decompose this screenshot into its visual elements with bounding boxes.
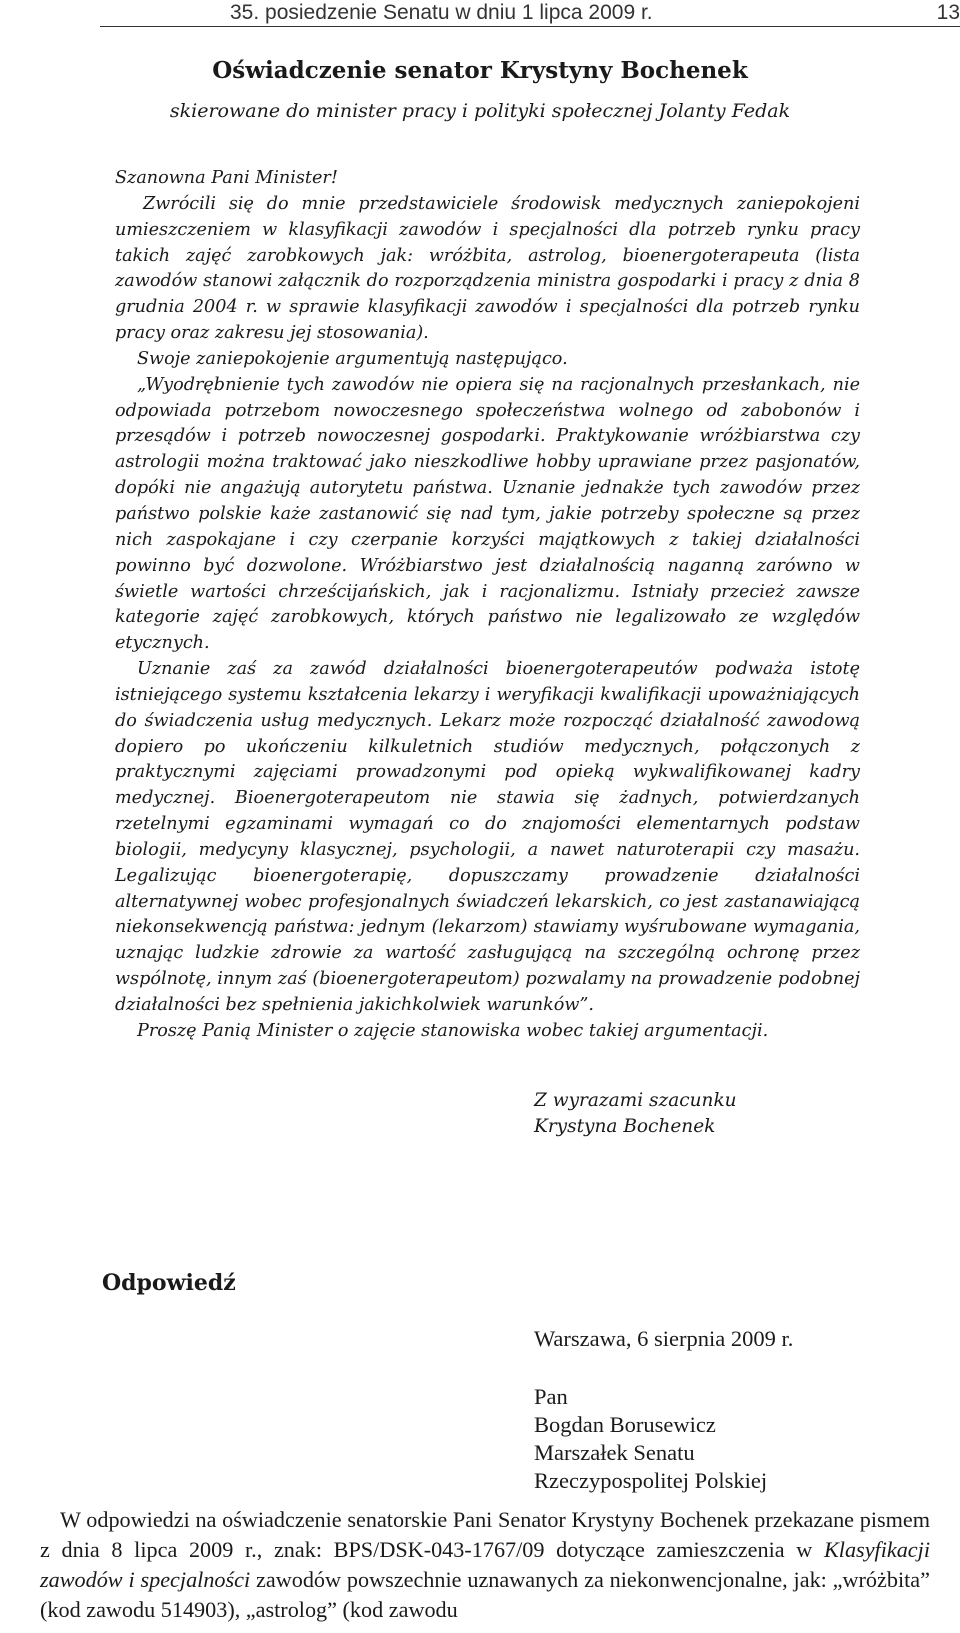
closing: Z wyrazami szacunku <box>534 1090 737 1111</box>
signature-name: Krystyna Bochenek <box>534 1116 716 1137</box>
page-header <box>100 0 960 27</box>
addressee-line: Marszałek Senatu <box>534 1440 695 1465</box>
reply-text-italic: Klasyfikacji zawodów i specjalności <box>40 1537 930 1592</box>
reply-text: zawodów powszechnie uznawanych za niekonwencjonalne, jak: „wróżbita” (kod zawodu 514903), „astrolog” (kod zawodu <box>40 1567 930 1622</box>
paragraph: Uznanie zaś za zawód działalności bioenergoterapeutów podważa istotę istniejącego systemu kształcenia lekarzy i weryfikacji kwalifikacji upoważniających do świadczenia usług medycznych. Lekarz może rozpocząć działalność zawodową dopiero po ukończeniu kilkuletnich studiów medycznych, połączonych z praktycznymi zajęciami prowadzonymi pod opieką wykwalifikowanej kadry medycznej. Bioenergoterapeutom nie stawia się żadnych, potwierdzanych rzetelnymi egzaminami wymagań co do znajomości elementarnych podstaw biologii, medycyny klasycznej, psychologii, a nawet naturoterapii czy masażu. Legalizując bioenergoterapię, dopuszczamy prowadzenie działalności alternatywnej wobec profesjonalnych świadczeń lekarskich, co jest zastanawiającą niekonsekwencją państwa: jednym (lekarzom) stawiamy wyśrubowane wymagania, uznając ludzkie zdrowie za wartość zasługującą na szczególną ochronę przez wspólnotę, innym zaś (bioenergoterapeutom) pozwalamy na prowadzenie podobnej działalności bez spełnienia jakichkolwiek warunków”. <box>115 659 860 1015</box>
addressee-line: Pan <box>534 1384 568 1409</box>
reply-date: Warszawa, 6 sierpnia 2009 r. <box>534 1326 794 1351</box>
paragraph: Zwrócili się do mnie przedstawiciele środowisk medycznych zaniepokojeni umieszczeniem w klasyfikacji zawodów i specjalności dla potrzeb rynku pracy takich zajęć zarobkowych jak: wróżbita, astrolog, bioenergoterapeuta (lista zawodów stanowi załącznik do rozporządzenia ministra gospodarki i pracy z dnia 8 grudnia 2004 r. w sprawie klasyfikacji zawodów i specjalności dla potrzeb rynku pracy oraz zakresu jej stosowania). <box>115 193 860 344</box>
greeting: Szanowna Pani Minister! <box>115 168 338 188</box>
page-number: 13 <box>936 1 960 24</box>
paragraph: „Wyodrębnienie tych zawodów nie opiera się na racjonalnych przesłankach, nie odpowiada potrzebom nowoczesnego społeczeństwa wolnego od zabobonów i przesądów i potrzeb nowoczesnej gospodarki. Praktykowanie wróżbiarstwa czy astrologii można traktować jako nieszkodliwe hobby uprawiane przez pasjonatów, dopóki nie angażują autorytetu państwa. Uznanie jednakże tych zawodów przez państwo polskie każe zastanowić się nad tym, jakie potrzeby społeczne są przez nich zaspokajane i czy czerpanie korzyści majątkowych z takiej działalności powinno być dozwolone. Wróżbiarstwo jest działalnością naganną zarówno w świetle wartości chrześcijańskich, jak i racjonalizmu. Istniały przecież zawsze kategorie zajęć zarobkowych, których państwo nie legalizowało ze względów etycznych. <box>115 374 860 654</box>
running-title: 35. posiedzenie Senatu w dniu 1 lipca 2009 r. <box>230 1 653 24</box>
addressee-line: Rzeczypospolitej Polskiej <box>534 1468 768 1493</box>
statement-subtitle: skierowane do minister pracy i polityki społecznej Jolanty Fedak <box>169 100 791 122</box>
reply-title: Odpowiedź <box>102 1270 236 1296</box>
reply-text: W odpowiedzi na oświadczenie senatorskie Pani Senator Krystyny Bochenek przekazane pismem z dnia 8 lipca 2009 r., znak: BPS/DSK-043-1767/09 dotyczące zamieszczenia w <box>40 1507 930 1562</box>
addressee-block <box>534 1383 767 1495</box>
statement-body <box>115 166 860 1045</box>
statement-title: Oświadczenie senator Krystyny Bochenek <box>212 57 748 84</box>
reply-body <box>40 1505 930 1625</box>
paragraph: Proszę Panią Minister o zajęcie stanowiska wobec takiej argumentacji. <box>137 1020 769 1041</box>
addressee-line: Bogdan Borusewicz <box>534 1412 716 1437</box>
signature-block <box>534 1088 737 1140</box>
reply-paragraph <box>40 1505 930 1625</box>
paragraph: Swoje zaniepokojenie argumentują następująco. <box>137 348 568 369</box>
